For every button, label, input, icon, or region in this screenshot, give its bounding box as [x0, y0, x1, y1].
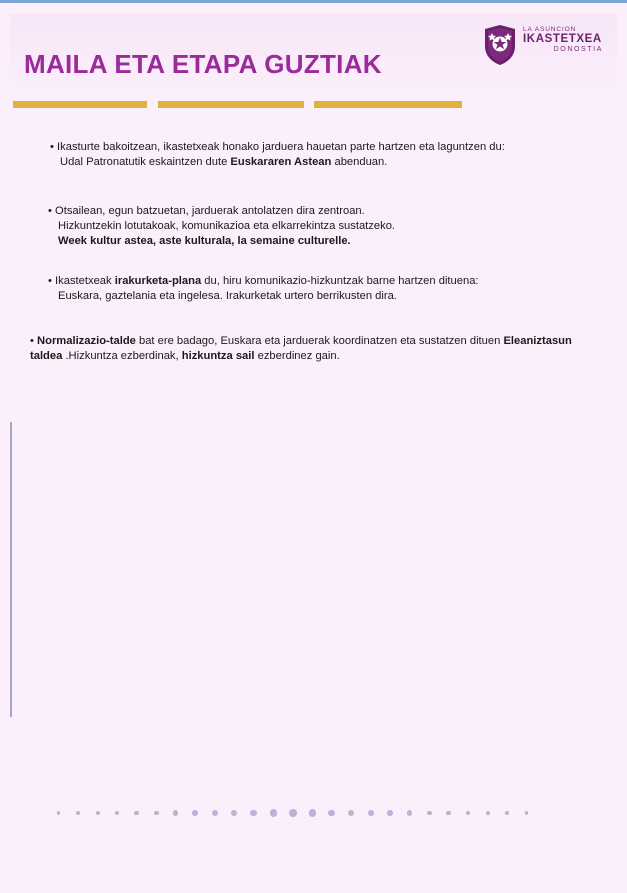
- progress-dot: [115, 811, 119, 815]
- bullet-block-1: [50, 140, 627, 170]
- bullet-block-4: [30, 334, 620, 364]
- progress-dot: [154, 811, 159, 816]
- bullet-4-line-2: [30, 349, 620, 364]
- progress-dot: [348, 810, 354, 816]
- progress-dot: [270, 809, 277, 816]
- progress-dot: [212, 810, 218, 816]
- gold-rule-segment-3: [314, 101, 462, 108]
- progress-dot: [134, 811, 139, 816]
- progress-dot: [289, 809, 297, 817]
- bullet-1-line-1: • Ikasturte bakoitzean, ikastetxeak honako jarduera hauetan parte hartzen eta laguntzen du:: [50, 141, 505, 153]
- progress-dot: [57, 811, 60, 814]
- progress-dot: [96, 811, 100, 815]
- progress-dot: [525, 811, 528, 814]
- progress-dot: [250, 810, 257, 817]
- progress-dot: [328, 810, 335, 817]
- progress-dots: [55, 806, 545, 826]
- bullet-3-line-1: [48, 274, 627, 289]
- progress-dot: [76, 811, 80, 815]
- gold-rule-segment-1: [13, 101, 147, 108]
- bullet-3-line-2: Euskara, gaztelania eta ingelesa. Irakurketak urtero berrikusten dira.: [58, 290, 397, 302]
- bullet-1-line-2-pre: Udal Patronatutik eskaintzen dute: [60, 156, 231, 168]
- logo-line-3: DONOSTIA: [553, 45, 603, 53]
- bullet-4-line-1-post: bat ere badago, Euskara eta jarduerak koordinatzen eta sustatzen dituen: [135, 335, 504, 347]
- bullet-4-line-1-pre: •: [30, 335, 38, 347]
- progress-dot: [505, 811, 509, 815]
- bullet-1-line-2-bold: Euskararen Astean: [230, 156, 332, 168]
- bullet-block-3: [48, 274, 627, 304]
- school-logo: [483, 24, 608, 68]
- progress-dot: [407, 810, 412, 815]
- bullet-4-line-1: [30, 334, 620, 349]
- logo-text-block: [523, 26, 608, 53]
- progress-dot: [231, 810, 237, 816]
- logo-line-2: IKASTETXEA: [523, 33, 602, 46]
- bullet-4-line-1-bold2: Eleaniztasun: [503, 335, 572, 347]
- progress-dot: [368, 810, 374, 816]
- progress-dot: [309, 809, 316, 816]
- progress-dot: [387, 810, 393, 816]
- gold-rule-segment-2: [158, 101, 304, 108]
- bullet-4-line-2-bold2: hizkuntza sail: [181, 350, 255, 362]
- bullet-2-line-1: • Otsailean, egun batzuetan, jarduerak antolatzen dira zentroan.: [48, 205, 365, 217]
- bullet-3-line-1-post: du, hiru komunikazio-hizkuntzak barne hartzen dituena:: [201, 275, 479, 287]
- progress-dot: [427, 811, 432, 816]
- bullet-block-2: [48, 204, 627, 249]
- progress-dot: [446, 811, 451, 816]
- progress-dot: [192, 810, 198, 816]
- bullet-4-line-2-bold: taldea: [30, 350, 63, 362]
- bullet-2-line-3: Week kultur astea, aste kulturala, la semaine culturelle.: [58, 235, 351, 247]
- left-vertical-divider: [10, 422, 12, 717]
- progress-dot: [466, 811, 470, 815]
- bullet-2-line-2: Hizkuntzekin lotutakoak, komunikazioa eta elkarrekintza sustatzeko.: [58, 220, 396, 232]
- bullet-3-line-1-pre: • Ikastetxeak: [48, 275, 115, 287]
- progress-dot: [173, 810, 178, 815]
- bullet-4-line-2-mid: .Hizkuntza ezberdinak,: [62, 350, 182, 362]
- bullet-1-line-2: [50, 155, 627, 170]
- bullet-1-line-2-post: abenduan.: [331, 156, 388, 168]
- page-title: MAILA ETA ETAPA GUZTIAK: [24, 49, 382, 79]
- bullet-4-line-2-post: ezberdinez gain.: [254, 350, 340, 362]
- bullet-4-line-1-bold: Normalizazio-talde: [37, 335, 136, 347]
- progress-dot: [486, 811, 490, 815]
- shield-icon: [483, 24, 517, 66]
- bullet-3-line-1-bold: irakurketa-plana: [114, 275, 202, 287]
- logo-line-1: LA ASUNCION: [523, 26, 577, 33]
